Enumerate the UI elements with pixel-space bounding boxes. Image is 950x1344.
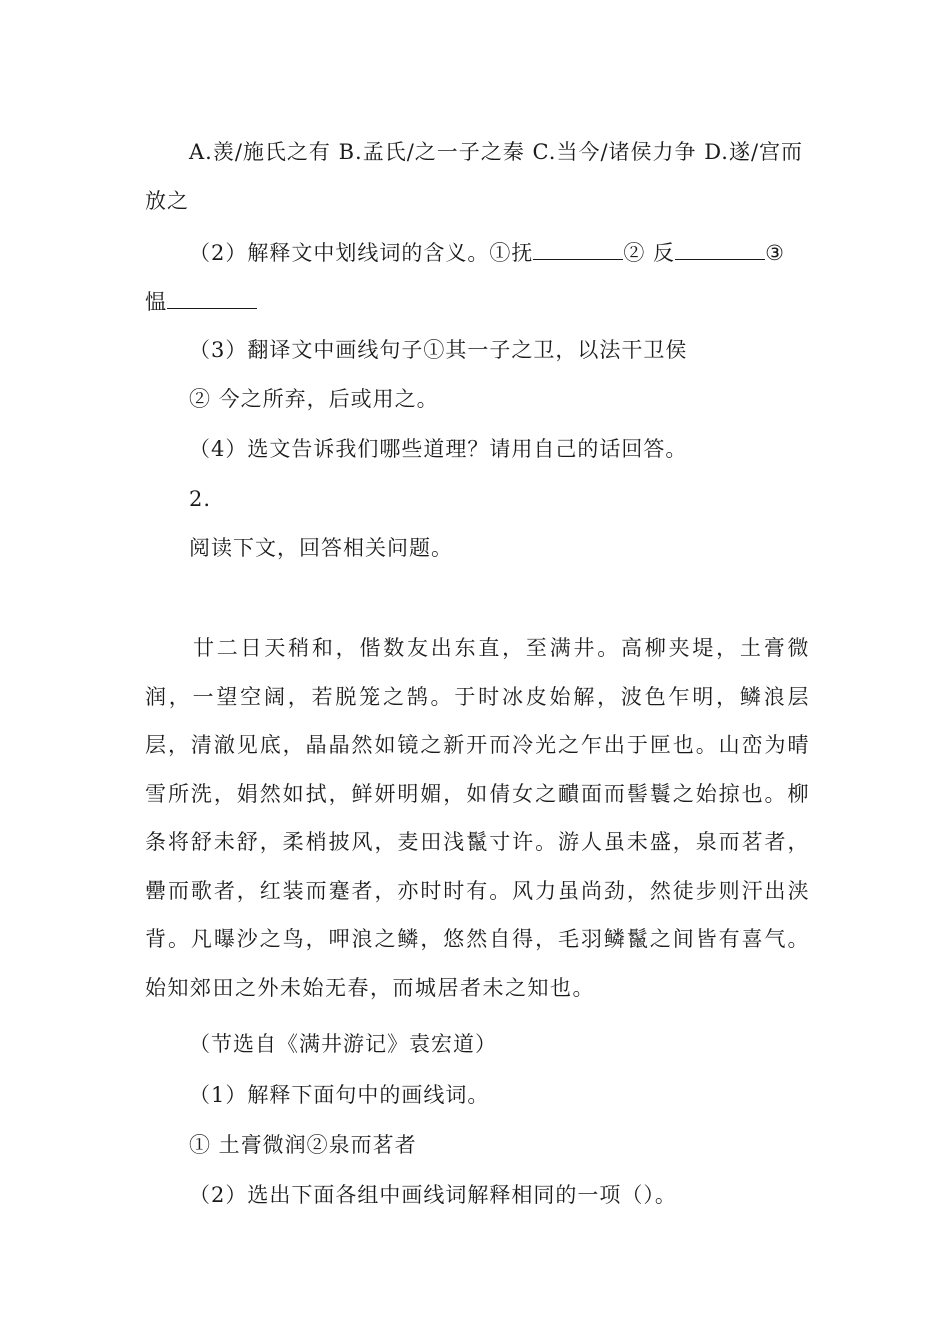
q2-sub2: （2）选出下面各组中画线词解释相同的一项（）。 xyxy=(189,1183,677,1207)
q1-sub2-item3: ③ xyxy=(765,241,785,265)
q2-instruction: 阅读下文，回答相关问题。 xyxy=(189,536,453,560)
q1-sub2-item2: ② 反 xyxy=(623,241,676,265)
q2-sub1-items: ① 土膏微润②泉而茗者 xyxy=(189,1133,417,1157)
q1-sub2-wrap-line xyxy=(145,290,257,313)
answer-blank-1[interactable] xyxy=(533,241,623,260)
q1-options-wrap: 放之 xyxy=(145,189,189,213)
q1-sub2-wrap: 愠 xyxy=(145,290,167,314)
q1-options-line: A.羡/施氏之有 B.孟氏/之一子之秦 C.当今/诸侯力争 D.遂/宫而 xyxy=(189,140,804,164)
q1-sub3-item2: ② 今之所弃，后或用之。 xyxy=(189,387,439,411)
q2-number: 2. xyxy=(189,487,212,511)
answer-blank-2[interactable] xyxy=(675,241,765,260)
q2-passage: 廿二日天稍和，偕数友出东直，至满井。高柳夹堤，土膏微润，一望空阔，若脱笼之鹄。于时冰皮始解，波色乍明，鳞浪层层，清澈见底，晶晶然如镜之新开而冷光之乍出于匣也。山峦为晴雪所洗，娟然如拭，鲜妍明媚，如倩女之靧面而髻鬟之始掠也。柳条将舒未舒，柔梢披风，麦田浅鬣寸许。游人虽未盛，泉而茗者，罍而歌者，红装而蹇者，亦时时有。风力虽尚劲，然徒步则汗出浃背。凡曝沙之鸟，呷浪之鳞，悠然自得，毛羽鳞鬣之间皆有喜气。始知郊田之外未始无春，而城居者未之知也。 xyxy=(145,636,810,1000)
answer-blank-3[interactable] xyxy=(167,290,257,309)
q2-sub1: （1）解释下面句中的画线词。 xyxy=(189,1083,490,1107)
q2-source: （节选自《满井游记》袁宏道） xyxy=(189,1032,497,1056)
q1-sub2-prompt: （2）解释文中划线词的含义。①抚 xyxy=(189,241,534,265)
q1-sub3: （3）翻译文中画线句子①其一子之卫，以法干卫侯 xyxy=(189,338,688,362)
q1-sub4: （4）选文告诉我们哪些道理？请用自己的话回答。 xyxy=(189,437,688,461)
q1-sub2-line xyxy=(189,241,785,264)
